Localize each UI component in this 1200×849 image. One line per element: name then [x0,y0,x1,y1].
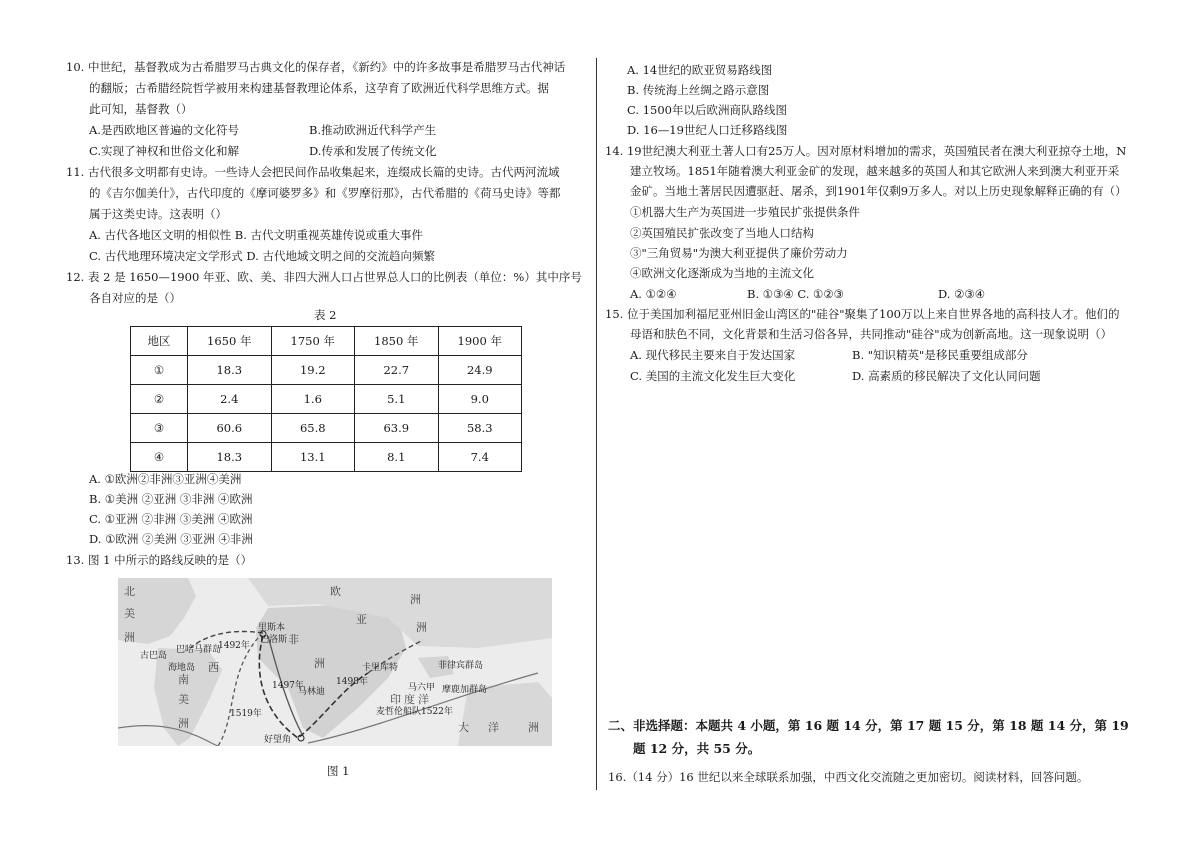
map-place-label: 巴洛斯 [260,635,288,645]
q14-stem-line2: 建立牧场。1851年随着澳大利亚金矿的发现，越来越多的英国人和其它欧洲人来到澳大利亚开采 [630,164,1120,178]
q10-option-d: D.传承和发展了传统文化 [309,144,437,158]
table-cell: 65.8 [271,414,355,443]
table-cell: 18.3 [188,443,272,472]
q13-option-a: A. 14世纪的欧亚贸易路线图 [627,63,773,77]
q15-option-d: D. 高素质的移民解决了文化认同问题 [852,369,1041,383]
table-header-cell: 地区 [131,327,188,356]
map-label: 洋 [418,693,429,706]
map-label: 洲 [314,657,325,670]
q14-item-4: ④欧洲文化逐渐成为当地的主流文化 [630,266,814,280]
map-label: 洲 [528,721,539,734]
map-label: 大 [458,721,469,734]
table-row [131,443,522,472]
table-row [131,414,522,443]
map-route-year: 1498年 [336,677,368,687]
q10-stem-line1: 10. 中世纪，基督教成为古希腊罗马古典文化的保存者，《新约》中的许多故事是希腊罗马古代神话 [66,60,566,74]
q15-option-b: B. "知识精英"是移民重要组成部分 [852,348,1028,362]
table-header-cell: 1900 年 [438,327,522,356]
table-cell: ③ [131,414,188,443]
q12-option-b: B. ①美洲 ②亚洲 ③非洲 ④欧洲 [89,492,253,506]
table-cell: 18.3 [188,356,272,385]
q11-options-ab: A. 古代各地区文明的相似性 B. 古代文明重视英雄传说或重大事件 [89,228,424,242]
map-label: 南 [178,673,189,686]
q12-stem-line1: 12. 表 2 是 1650—1900 年亚、欧、美、非四大洲人口占世界总人口的比例表（单位：%）其中序号 [66,270,582,284]
map-label: 洋 [488,721,499,734]
map-label: 印 [390,693,401,706]
q13-stem: 13. 图 1 中所示的路线反映的是（） [66,553,253,567]
map-place-label: 马林迪 [298,687,326,697]
table-row [131,356,522,385]
q10-option-c: C.实现了神权和世俗文化和解 [89,144,240,158]
table-cell: 19.2 [271,356,355,385]
section-two-heading-line1: 二、非选择题：本题共 4 小题，第 16 题 14 分，第 17 题 15 分，第 18 题 14 分，第 19 [608,718,1129,733]
map-place-label: 卡里库特 [362,663,399,673]
table-cell: 8.1 [355,443,439,472]
map-route-year: 1519年 [230,709,262,719]
q10-option-a: A.是西欧地区普遍的文化符号 [89,123,239,137]
map-place-label: 马六甲 [408,683,436,693]
q14-item-1: ①机器大生产为英国进一步殖民扩张提供条件 [630,205,860,219]
table-row [131,385,522,414]
map-label: 洲 [410,593,421,606]
q11-stem-line2: 的《吉尔伽美什》，古代印度的《摩诃婆罗多》和《罗摩衍那》，古代希腊的《荷马史诗》等都 [89,186,561,200]
q14-stem-line1: 14. 19世纪澳大利亚土著人口有25万人。因对原材料增加的需求，英国殖民者在澳大利亚掠夺土地，N [605,144,1127,158]
population-table [130,326,522,472]
map-route-year: 1497年 [272,681,304,691]
q15-option-c: C. 美国的主流文化发生巨大变化 [630,369,796,383]
table-cell: 5.1 [355,385,439,414]
q14-option-d: D. ②③④ [938,287,986,301]
table-cell: ② [131,385,188,414]
column-divider [596,58,597,790]
table-header-cell: 1850 年 [355,327,439,356]
table-cell: 60.6 [188,414,272,443]
q15-stem-line1: 15. 位于美国加利福尼亚州旧金山湾区的"硅谷"聚集了100万以上来自世界各地的高科技人才。他们的 [605,307,1120,321]
map-place-label: 摩鹿加群岛 [442,685,488,695]
q12-option-c: C. ①亚洲 ②非洲 ③美洲 ④欧洲 [89,512,253,526]
table-header-row [131,327,522,356]
table-cell: ④ [131,443,188,472]
q13-option-b: B. 传统海上丝绸之路示意图 [627,83,770,97]
q14-item-3: ③"三角贸易"为澳大利亚提供了廉价劳动力 [630,246,848,260]
q10-stem-line2: 的翻版；古希腊经院哲学被用来构建基督教理论体系，这孕育了欧洲近代科学思维方式。据 [89,81,549,95]
map-label: 洲 [178,717,189,730]
q13-option-c: C. 1500年以后欧洲商队路线图 [627,103,787,117]
table-cell: ① [131,356,188,385]
route-map [118,578,552,746]
q14-options-bc: B. ①③④ C. ①②③ [747,287,844,301]
q10-stem-line3: 此可知，基督教（） [89,102,193,116]
q10-option-b: B.推动欧洲近代科学产生 [309,123,437,137]
map-label: 美 [178,693,189,706]
map-place-label: 巴哈马群岛 [176,645,222,655]
table-header-cell: 1650 年 [188,327,272,356]
map-place-label: 古巴岛 [140,651,168,661]
q16-stem: 16.（14 分）16 世纪以来全球联系加强，中西文化交流随之更加密切。阅读材料，回答问题。 [608,770,1089,784]
table-cell: 9.0 [438,385,522,414]
q13-option-d: D. 16—19世纪人口迁移路线图 [627,123,788,137]
map-place-label: 菲律宾群岛 [438,661,484,671]
table-cell: 58.3 [438,414,522,443]
map-label: 亚 [356,613,367,626]
table-cell: 7.4 [438,443,522,472]
table-cell: 24.9 [438,356,522,385]
q14-stem-line3: 金矿。当地土著居民因遭驱赶、屠杀，到1901年仅剩9万多人。对以上历史现象解释正确的有（） [630,184,1127,198]
map-label: 西 [208,661,219,674]
q11-stem-line1: 11. 古代很多文明都有史诗。一些诗人会把民间作品收集起来，连缀成长篇的史诗。古代两河流域 [66,165,560,179]
table-cell: 2.4 [188,385,272,414]
q15-stem-line2: 母语和肤色不同，文化背景和生活习俗各异，共同推动"硅谷"成为创新高地。这一现象说明（） [630,327,1113,341]
map-label: 欧 [330,585,341,598]
q12-option-d: D. ①欧洲 ②美洲 ③亚洲 ④非洲 [89,532,253,546]
section-two-heading-line2: 题 12 分，共 55 分。 [633,741,761,756]
map-label: 美 [124,607,135,620]
table-header-cell: 1750 年 [271,327,355,356]
table-cell: 13.1 [271,443,355,472]
q14-option-a: A. ①②④ [630,287,677,301]
table-cell: 1.6 [271,385,355,414]
table-cell: 22.7 [355,356,439,385]
table-title: 表 2 [314,308,337,322]
table-cell: 63.9 [355,414,439,443]
map-label: 洲 [416,621,427,634]
q12-option-a: A. ①欧洲②非洲③亚洲④美洲 [89,472,242,486]
map-place-label: 里斯本 [258,623,286,633]
map-label: 度 [404,693,415,706]
map-label: 洲 [124,631,135,644]
figure-caption: 图 1 [327,764,350,778]
map-label: 非 [288,633,299,646]
q15-option-a: A. 现代移民主要来自于发达国家 [630,348,796,362]
q11-options-cd: C. 古代地理环境决定文学形式 D. 古代地域文明之间的交流趋向频繁 [89,249,435,263]
map-route-year: 1492年 [218,641,250,651]
q11-stem-line3: 属于这类史诗。这表明（） [89,207,227,221]
map-place-label: 好望角 [264,735,292,745]
map-label: 北 [124,585,135,598]
map-place-label: 海地岛 [168,663,196,673]
q12-stem-line2: 各自对应的是（） [89,291,181,305]
map-route-year: 麦哲伦船队1522年 [376,707,453,717]
q14-item-2: ②英国殖民扩张改变了当地人口结构 [630,226,814,240]
